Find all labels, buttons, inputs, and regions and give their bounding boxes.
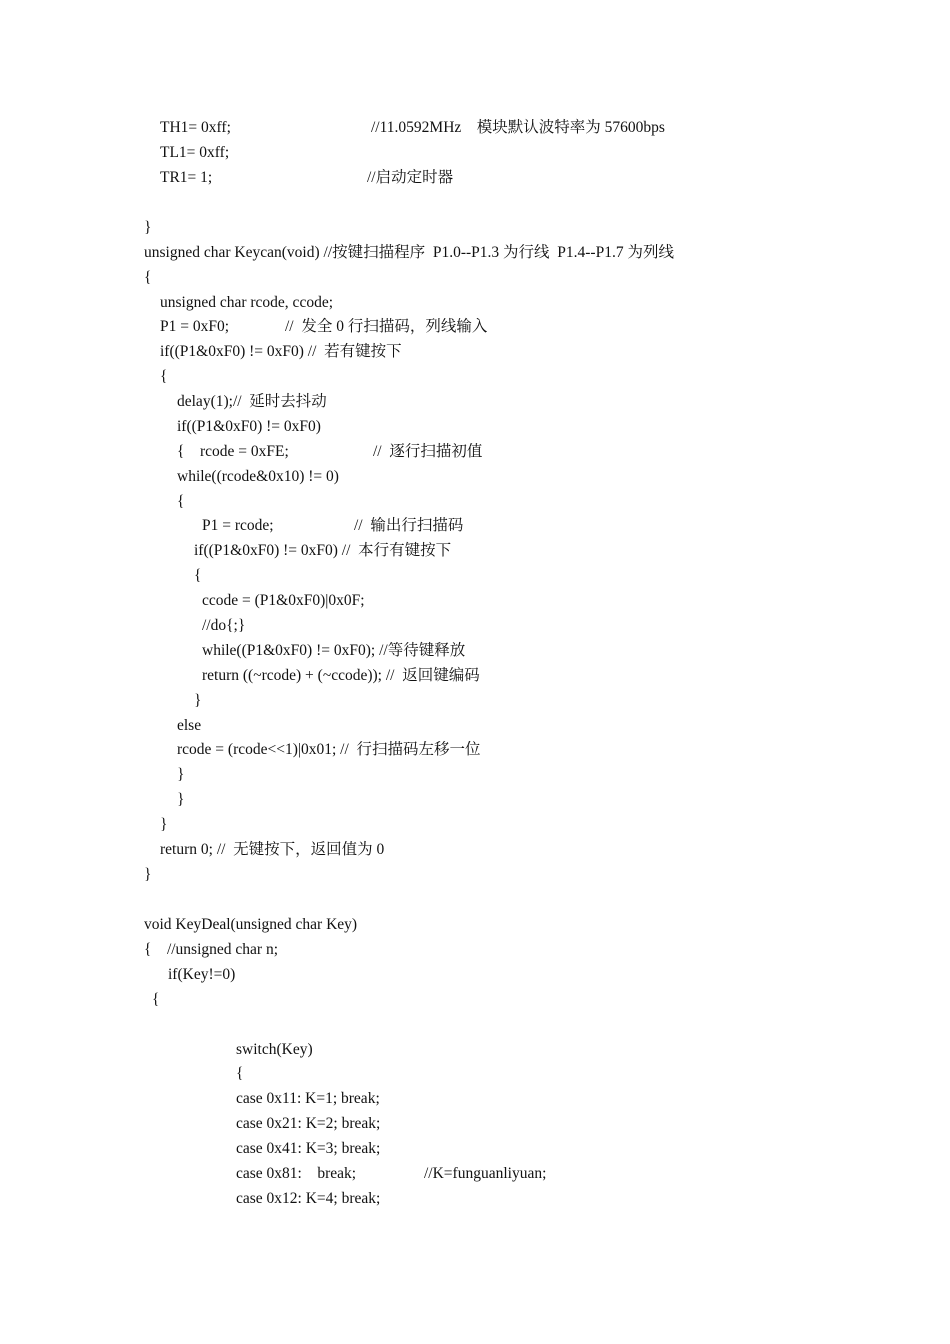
code-line: TR1= 1; //启动定时器 <box>160 169 454 186</box>
code-line: if((P1&0xF0) != 0xF0) <box>177 418 321 435</box>
code-line: //do{;} <box>202 617 246 634</box>
code-line: { <box>177 493 185 510</box>
code-line: { <box>194 567 202 584</box>
code-line: return 0; // 无键按下，返回值为 0 <box>160 841 385 858</box>
code-line: } <box>144 219 152 236</box>
code-line: while((P1&0xF0) != 0xF0); //等待键释放 <box>202 642 466 659</box>
code-line: case 0x21: K=2; break; <box>236 1115 381 1132</box>
code-line: } <box>160 816 168 833</box>
code-line: { <box>236 1065 244 1082</box>
code-line: { //unsigned char n; <box>144 941 278 958</box>
code-line: rcode = (rcode<<1)|0x01; // 行扫描码左移一位 <box>177 741 481 758</box>
code-line: case 0x81: break; //K=funguanliyuan; <box>236 1165 547 1182</box>
code-line: delay(1);// 延时去抖动 <box>177 393 327 410</box>
code-line: { <box>160 368 168 385</box>
code-line: while((rcode&0x10) != 0) <box>177 468 339 485</box>
code-line: if((P1&0xF0) != 0xF0) // 本行有键按下 <box>194 542 452 559</box>
code-line: case 0x11: K=1; break; <box>236 1090 380 1107</box>
code-line: else <box>177 717 202 734</box>
code-line: case 0x12: K=4; break; <box>236 1190 381 1207</box>
code-line: P1 = 0xF0; // 发全 0 行扫描码，列线输入 <box>160 318 488 335</box>
code-line: TL1= 0xff; <box>160 144 230 161</box>
code-line: { <box>152 991 160 1008</box>
code-line: ccode = (P1&0xF0)|0x0F; <box>202 592 365 609</box>
code-line: void KeyDeal(unsigned char Key) <box>144 916 358 933</box>
code-line: if((P1&0xF0) != 0xF0) // 若有键按下 <box>160 343 402 360</box>
code-line: } <box>177 791 185 808</box>
code-line: { rcode = 0xFE; // 逐行扫描初值 <box>177 443 483 460</box>
code-line: TH1= 0xff; //11.0592MHz 模块默认波特率为 57600bps <box>160 119 665 136</box>
code-line: } <box>194 692 202 709</box>
code-line: unsigned char Keycan(void) //按键扫描程序 P1.0--P1.3 为行线 P1.4--P1.7 为列线 <box>144 244 674 261</box>
code-line: case 0x41: K=3; break; <box>236 1140 381 1157</box>
code-line: P1 = rcode; // 输出行扫描码 <box>202 517 464 534</box>
code-line: if(Key!=0) <box>168 966 236 983</box>
code-line: switch(Key) <box>236 1041 313 1058</box>
code-line: { <box>144 269 152 286</box>
code-line: } <box>177 766 185 783</box>
code-line: unsigned char rcode, ccode; <box>160 294 334 311</box>
code-line: } <box>144 866 152 883</box>
code-line: return ((~rcode) + (~ccode)); // 返回键编码 <box>202 667 480 684</box>
